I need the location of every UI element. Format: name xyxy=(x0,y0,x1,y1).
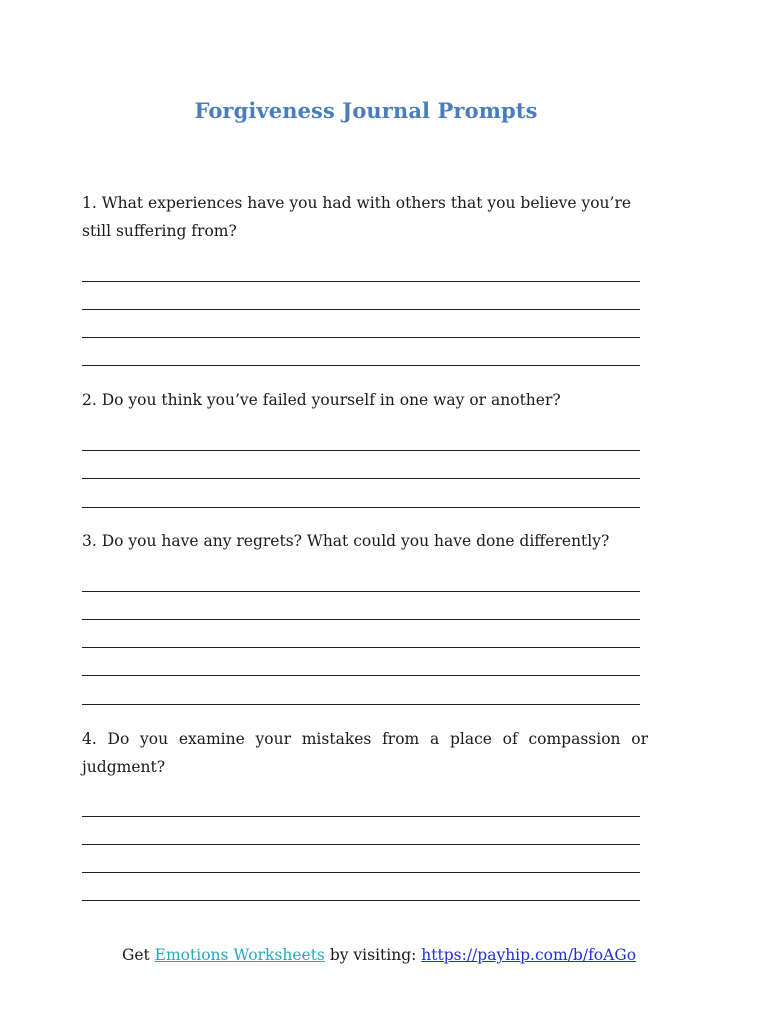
page-title: Forgiveness Journal Prompts xyxy=(194,98,538,123)
answer-line[interactable] xyxy=(82,647,640,648)
answer-line[interactable] xyxy=(82,309,640,310)
answer-line[interactable] xyxy=(82,337,640,338)
footer-prefix: Get xyxy=(121,946,155,964)
answer-line[interactable] xyxy=(82,507,640,508)
prompt-2: 2. Do you think you’ve failed yourself in one way or another? xyxy=(82,391,561,409)
prompt-1: 1. What experiences have you had with others that you believe you’re still suffering from? xyxy=(82,194,632,240)
footer xyxy=(0,946,758,964)
answer-line[interactable] xyxy=(82,872,640,873)
answer-line[interactable] xyxy=(82,591,640,592)
answer-line[interactable] xyxy=(82,704,640,705)
emotions-worksheets-link[interactable]: Emotions Worksheets xyxy=(154,946,325,964)
answer-line[interactable] xyxy=(82,844,640,845)
footer-middle: by visiting: xyxy=(324,946,422,964)
answer-line[interactable] xyxy=(82,450,640,451)
answer-line[interactable] xyxy=(82,900,640,901)
prompt-3: 3. Do you have any regrets? What could you have done differently? xyxy=(82,532,610,550)
answer-line[interactable] xyxy=(82,619,640,620)
answer-line[interactable] xyxy=(82,816,640,817)
answer-line[interactable] xyxy=(82,365,640,366)
answer-line[interactable] xyxy=(82,281,640,282)
answer-line[interactable] xyxy=(82,478,640,479)
payhip-url-link[interactable]: https://payhip.com/b/foAGo xyxy=(421,946,637,964)
prompt-4: 4. Do you examine your mistakes from a place of compassion or judgment? xyxy=(82,730,648,776)
answer-line[interactable] xyxy=(82,675,640,676)
